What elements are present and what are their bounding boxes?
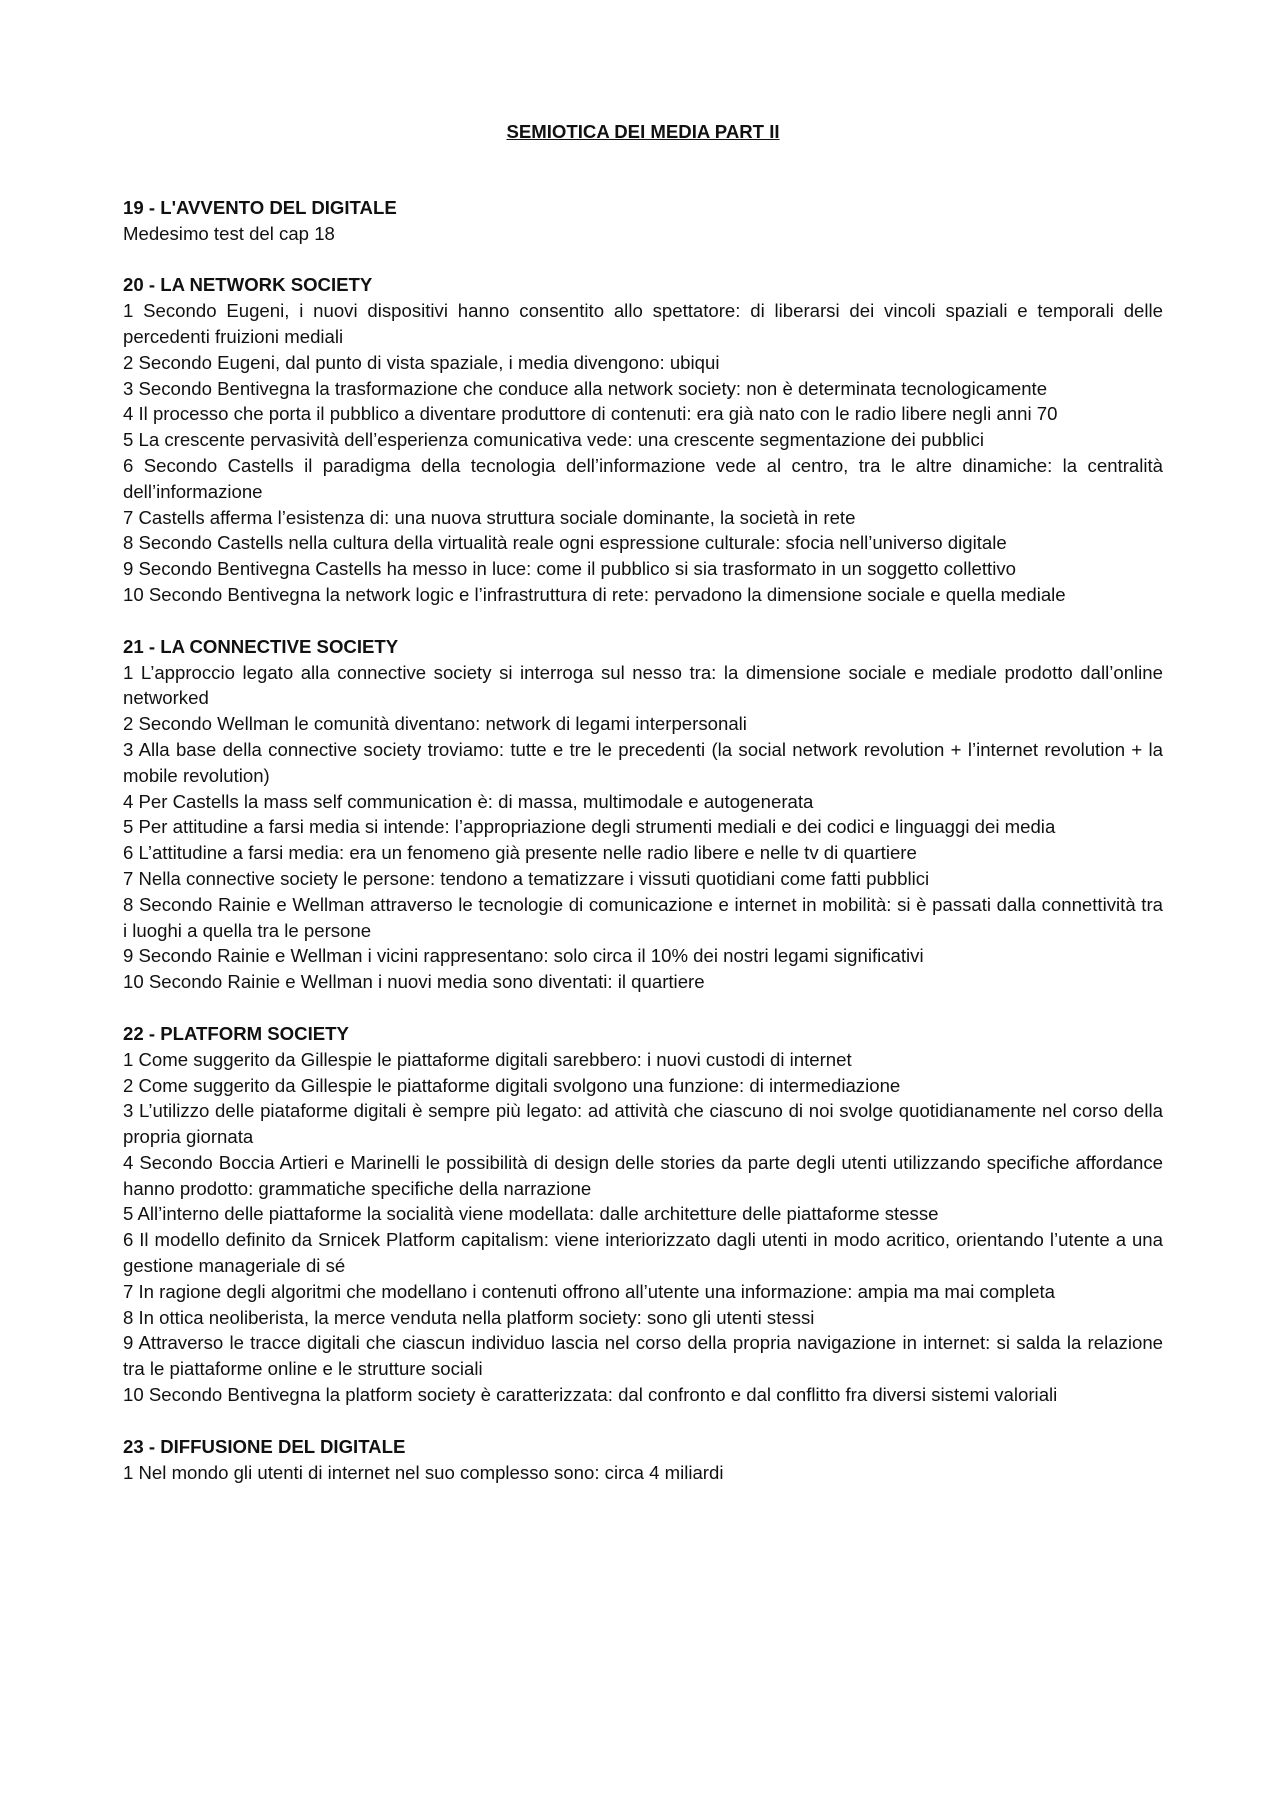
section	[123, 1434, 1163, 1486]
question-item: 3 Secondo Bentivegna la trasformazione che conduce alla network society: non è determinata tecnologicamente	[123, 377, 1048, 399]
question-item: 4 Per Castells la mass self communication è: di massa, multimodale e autogenerata	[123, 790, 814, 812]
question-item: 5 Per attitudine a farsi media si intende: l’appropriazione degli strumenti mediali e dei codici e linguaggi dei media	[123, 816, 1056, 838]
document-page	[123, 119, 1163, 1511]
section-heading: 23 - DIFFUSIONE DEL DIGITALE	[123, 1435, 406, 1457]
section-heading: 20 - LA NETWORK SOCIETY	[123, 274, 373, 296]
question-item: 8 Secondo Rainie e Wellman attraverso le tecnologie di comunicazione e internet in mobilità: si è passati dalla connettività tra i luoghi a quella tra le persone	[123, 893, 1163, 941]
question-item: 3 L’utilizzo delle piataforme digitali è sempre più legato: ad attività che ciascuno di noi svolge quotidianamente nel corso della propria giornata	[123, 1100, 1163, 1148]
question-item: 7 In ragione degli algoritmi che modellano i contenuti offrono all’utente una informazione: ampia ma mai completa	[123, 1280, 1055, 1302]
section-heading: 21 - LA CONNECTIVE SOCIETY	[123, 635, 399, 657]
question-item: 6 Il modello definito da Srnicek Platform capitalism: viene interiorizzato dagli utenti in modo acritico, orientando l’utente a una gestione manageriale di sé	[123, 1229, 1163, 1277]
question-item: 7 Castells afferma l’esistenza di: una nuova struttura sociale dominante, la società in rete	[123, 506, 856, 528]
sections-container	[123, 195, 1163, 1486]
question-item: 1 Come suggerito da Gillespie le piattaforme digitali sarebbero: i nuovi custodi di internet	[123, 1048, 852, 1070]
question-item: 9 Attraverso le tracce digitali che ciascun individuo lascia nel corso della propria navigazione in internet: si salda la relazione tra le piattaforme online e le strutture sociali	[123, 1332, 1163, 1380]
section-heading: 22 - PLATFORM SOCIETY	[123, 1022, 349, 1044]
question-item: 8 In ottica neoliberista, la merce venduta nella platform society: sono gli utenti stessi	[123, 1306, 815, 1328]
question-item: 3 Alla base della connective society troviamo: tutte e tre le precedenti (la social network revolution + l’internet revolution + la mobile revolution)	[123, 738, 1163, 786]
question-item: 1 Nel mondo gli utenti di internet nel suo complesso sono: circa 4 miliardi	[123, 1461, 724, 1483]
question-item: 2 Come suggerito da Gillespie le piattaforme digitali svolgono una funzione: di intermediazione	[123, 1074, 901, 1096]
question-item: Medesimo test del cap 18	[123, 222, 335, 244]
question-item: 1 Secondo Eugeni, i nuovi dispositivi hanno consentito allo spettatore: di liberarsi dei vincoli spaziali e temporali delle percedenti fruizioni mediali	[123, 300, 1163, 347]
question-item: 10 Secondo Rainie e Wellman i nuovi media sono diventati: il quartiere	[123, 971, 705, 993]
section	[123, 634, 1163, 995]
question-item: 10 Secondo Bentivegna la platform society è caratterizzata: dal confronto e dal conflitto fra diversi sistemi valoriali	[123, 1384, 1058, 1406]
question-item: 6 L’attitudine a farsi media: era un fenomeno già presente nelle radio libere e nelle tv di quartiere	[123, 842, 917, 864]
section	[123, 272, 1163, 607]
question-item: 4 Secondo Boccia Artieri e Marinelli le possibilità di design delle stories da parte degli utenti utilizzando specifiche affordance hanno prodotto: grammatiche specifiche della narrazione	[123, 1151, 1163, 1199]
document-title: SEMIOTICA DEI MEDIA PART II	[506, 121, 780, 142]
question-item: 8 Secondo Castells nella cultura della virtualità reale ogni espressione culturale: sfocia nell’universo digitale	[123, 532, 1007, 554]
question-item: 6 Secondo Castells il paradigma della tecnologia dell’informazione vede al centro, tra le altre dinamiche: la centralità dell’informazione	[123, 454, 1163, 502]
question-item: 9 Secondo Bentivegna Castells ha messo in luce: come il pubblico si sia trasformato in un soggetto collettivo	[123, 558, 1016, 580]
question-item: 10 Secondo Bentivegna la network logic e l’infrastruttura di rete: pervadono la dimensione sociale e quella mediale	[123, 583, 1066, 605]
question-item: 5 All’interno delle piattaforme la socialità viene modellata: dalle architetture delle piattaforme stesse	[123, 1203, 939, 1225]
question-item: 4 Il processo che porta il pubblico a diventare produttore di contenuti: era già nato con le radio libere negli anni 70	[123, 403, 1058, 425]
section	[123, 1021, 1163, 1408]
question-item: 1 L’approccio legato alla connective society si interroga sul nesso tra: la dimensione sociale e mediale prodotto dall’online networked	[123, 661, 1163, 709]
question-item: 9 Secondo Rainie e Wellman i vicini rappresentano: solo circa il 10% dei nostri legami significativi	[123, 945, 924, 967]
section	[123, 195, 1163, 247]
question-item: 2 Secondo Eugeni, dal punto di vista spaziale, i media divengono: ubiqui	[123, 351, 720, 373]
question-item: 7 Nella connective society le persone: tendono a tematizzare i vissuti quotidiani come fatti pubblici	[123, 867, 930, 889]
section-heading: 19 - L'AVVENTO DEL DIGITALE	[123, 196, 397, 218]
question-item: 2 Secondo Wellman le comunità diventano: network di legami interpersonali	[123, 713, 747, 735]
question-item: 5 La crescente pervasività dell’esperienza comunicativa vede: una crescente segmentazione dei pubblici	[123, 429, 984, 451]
